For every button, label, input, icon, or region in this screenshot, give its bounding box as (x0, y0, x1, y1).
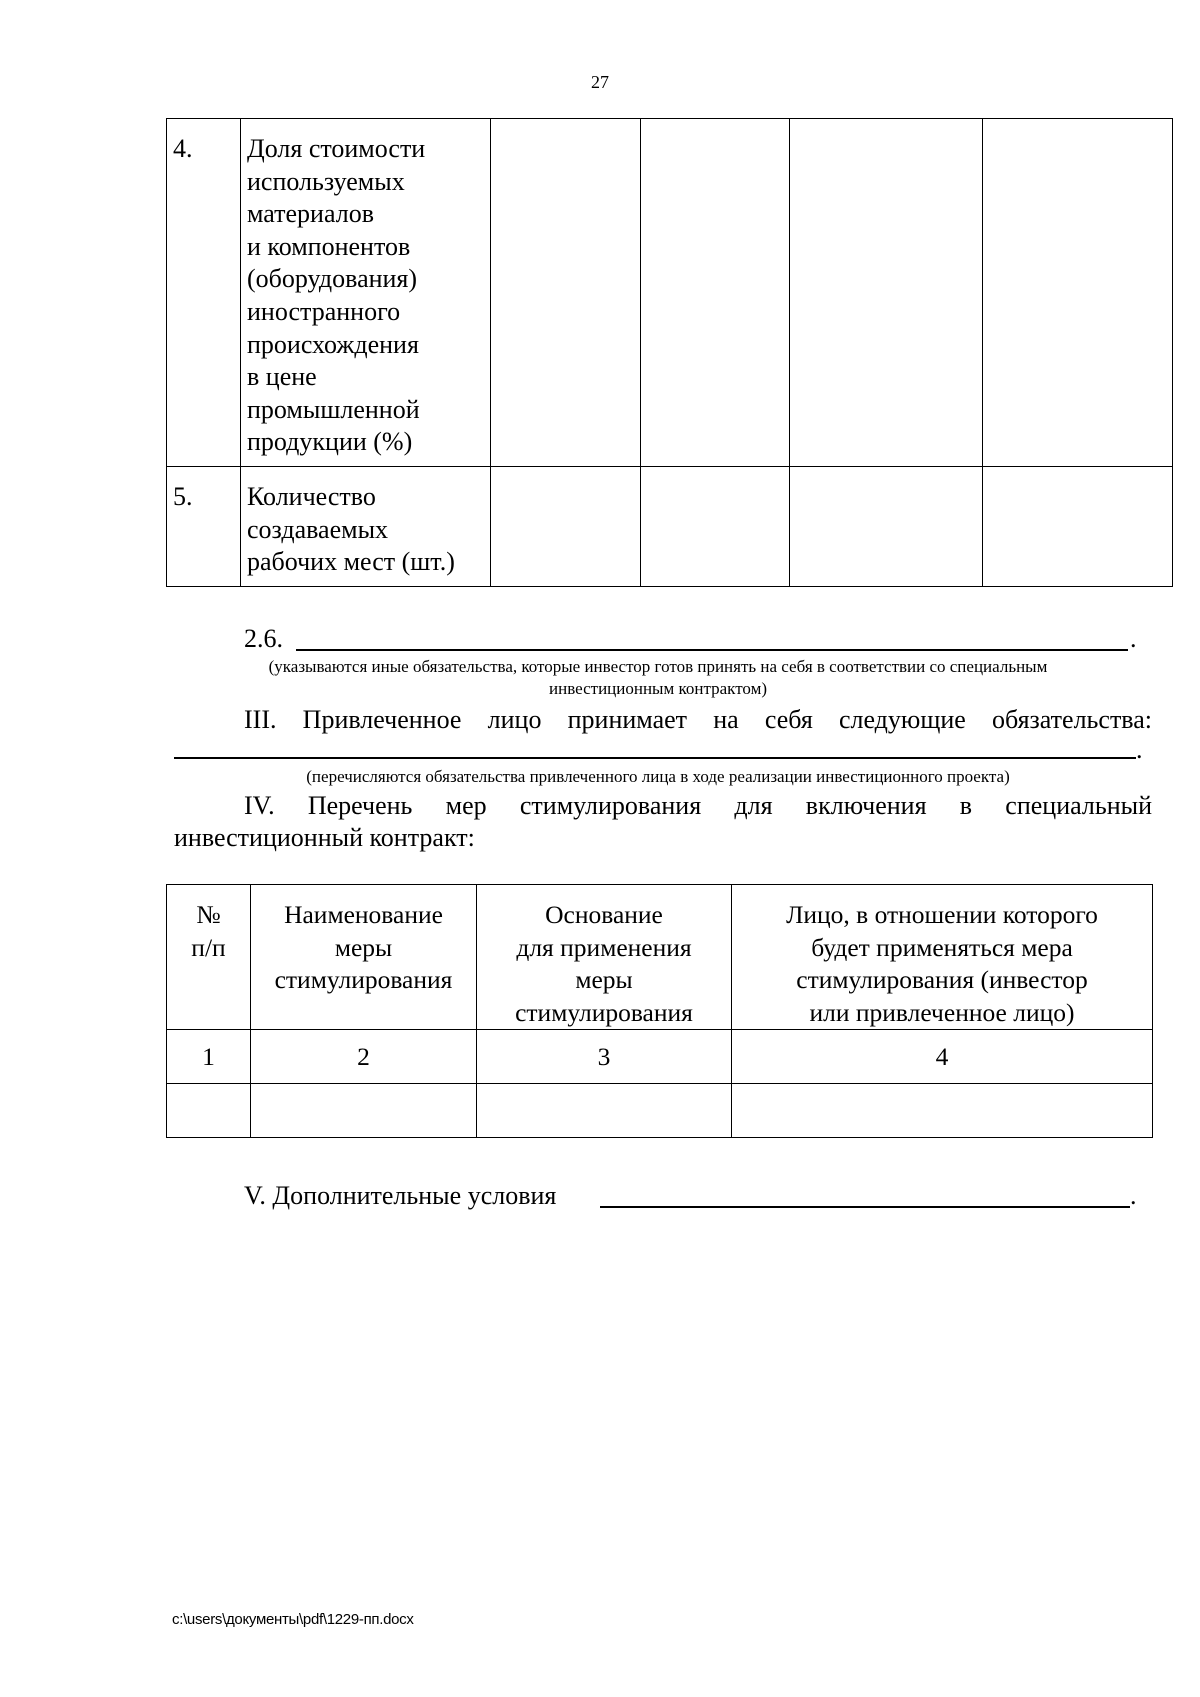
header-cell (167, 885, 251, 1030)
header-cell (477, 885, 732, 1030)
empty-cell[interactable] (167, 1084, 251, 1138)
text-line: Наименование (284, 900, 443, 929)
table-row (167, 1030, 1153, 1084)
table-row (167, 1084, 1153, 1138)
text-line: стимулирования (515, 997, 693, 1027)
text-line: стимулирования (274, 965, 453, 995)
section-4-line2: инвестиционный контракт: (174, 823, 475, 852)
empty-cell[interactable] (790, 467, 983, 587)
row-number: 4. (167, 119, 241, 467)
period: . (1136, 735, 1143, 764)
text-line: (оборудования) (247, 264, 418, 294)
section-3-text: III. Привлеченное лицо принимает на себя следующие обязательства: (244, 705, 1152, 734)
table-row (167, 467, 1173, 587)
page-number: 27 (591, 72, 609, 92)
text-line: или привлеченное лицо) (809, 997, 1075, 1027)
text-line: Лицо, в отношении которого (786, 900, 1098, 929)
section-5-text: V. Дополнительные условия (244, 1181, 557, 1210)
header-cell (732, 885, 1153, 1030)
fill-in-line[interactable] (600, 1206, 1130, 1208)
text-line: Доля стоимости (247, 134, 426, 163)
empty-cell[interactable] (983, 119, 1173, 467)
indicator-name (241, 119, 491, 467)
column-number: 3 (477, 1030, 732, 1084)
text-line: промышленной (247, 394, 420, 424)
text-line: и компонентов (247, 231, 411, 261)
text-line: стимулирования (инвестор (796, 965, 1088, 995)
text-line: Количество (247, 482, 376, 511)
empty-cell[interactable] (491, 467, 641, 587)
text-line: № (196, 900, 221, 929)
empty-cell[interactable] (732, 1084, 1153, 1138)
section-4-line1: IV. Перечень мер стимулирования для включения в специальный (244, 791, 1152, 820)
section-2-6-note-line2: инвестиционным контрактом) (549, 679, 767, 698)
incentive-measures-table (166, 884, 1153, 1138)
table-row (167, 119, 1173, 467)
text-line: для применения (516, 932, 692, 962)
empty-cell[interactable] (641, 119, 790, 467)
text-line: иностранного (247, 296, 401, 326)
table-header-row (167, 885, 1153, 1030)
text-line: меры (334, 932, 393, 962)
column-number: 2 (251, 1030, 477, 1084)
text-line: в цене (247, 362, 317, 392)
header-cell (251, 885, 477, 1030)
section-3-note: (перечисляются обязательства привлеченного лица в ходе реализации инвестиционного проекта) (306, 767, 1010, 786)
text-line: п/п (191, 932, 226, 962)
empty-cell[interactable] (491, 119, 641, 467)
text-line: Основание (545, 900, 663, 929)
empty-cell[interactable] (790, 119, 983, 467)
text-line: происхождения (247, 329, 419, 359)
period: . (1130, 1181, 1137, 1210)
empty-cell[interactable] (983, 467, 1173, 587)
section-2-6-note-line1: (указываются иные обязательства, которые инвестор готов принять на себя в соответствии со специальным (268, 657, 1048, 676)
fill-in-line[interactable] (174, 757, 1136, 759)
footer-file-path: c:\users\документы\pdf\1229-пп.docx (172, 1611, 414, 1628)
section-2-6-label: 2.6. (244, 624, 283, 653)
empty-cell[interactable] (477, 1084, 732, 1138)
column-number: 4 (732, 1030, 1153, 1084)
period: . (1130, 624, 1137, 653)
indicator-name (241, 467, 491, 587)
text-line: меры (575, 965, 633, 995)
text-line: продукции (%) (247, 427, 413, 457)
text-line: материалов (247, 199, 374, 229)
row-number: 5. (167, 467, 241, 587)
fill-in-line[interactable] (296, 649, 1128, 651)
text-line: рабочих мест (шт.) (247, 547, 455, 577)
column-number: 1 (167, 1030, 251, 1084)
indicators-table (166, 118, 1173, 587)
empty-cell[interactable] (251, 1084, 477, 1138)
text-line: создаваемых (247, 514, 389, 544)
text-line: используемых (247, 166, 405, 196)
empty-cell[interactable] (641, 467, 790, 587)
text-line: будет применяться мера (811, 932, 1073, 962)
